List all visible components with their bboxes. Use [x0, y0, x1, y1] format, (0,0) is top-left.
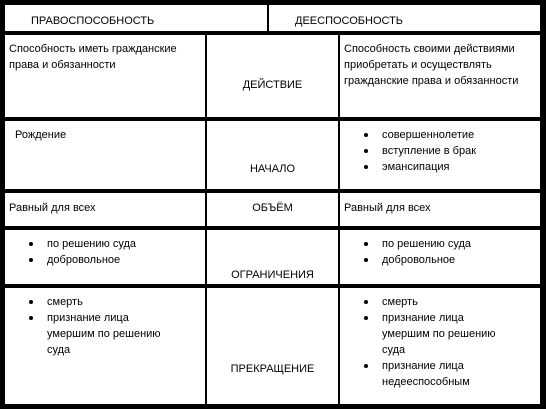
list-item: смерть: [364, 294, 514, 310]
header-deesposobnost: [269, 5, 540, 31]
row-end-left-list: [9, 294, 169, 358]
row-limits-label: ОГРАНИЧЕНИЯ: [231, 269, 314, 281]
list-item: смерть: [29, 294, 169, 310]
row-end-label: ПРЕКРАЩЕНИЕ: [230, 363, 315, 375]
row-action-left-text: Способность иметь гражданские права и обязанности: [9, 43, 177, 71]
row-scope-left: [5, 193, 205, 226]
row-scope-right: [340, 193, 540, 226]
row-limits-label-cell: [207, 230, 338, 284]
list-item: вступление в брак: [364, 143, 536, 159]
list-item: признание лица умершим по решению суда: [364, 310, 514, 358]
header-right-text: ДЕЕСПОСОБНОСТЬ: [295, 15, 404, 27]
row-start-right-list: [344, 127, 536, 175]
row-limits-left: [5, 230, 205, 284]
list-item: признание лица умершим по решению суда: [29, 310, 169, 358]
list-item: добровольное: [29, 252, 201, 268]
list-item: по решению суда: [364, 236, 536, 252]
row-start-label-cell: [207, 121, 338, 189]
list-item: признание лица недееспособным: [364, 358, 514, 390]
row-scope-label-cell: [207, 193, 338, 226]
list-item: эмансипация: [364, 159, 536, 175]
row-scope-left-text: Равный для всех: [9, 202, 96, 214]
list-item: совершеннолетие: [364, 127, 536, 143]
row-limits-left-list: [9, 236, 201, 268]
row-action-right-text: Способность своими действиями приобретать и осуществлять гражданские права и обязанности: [344, 43, 519, 87]
row-start-left-text: Рождение: [15, 129, 67, 141]
row-end-right: [340, 288, 540, 404]
row-limits-right: [340, 230, 540, 284]
list-item: по решению суда: [29, 236, 201, 252]
row-action-label: ДЕЙСТВИЕ: [242, 79, 303, 91]
row-start-label: НАЧАЛО: [249, 163, 296, 175]
row-start-right: [340, 121, 540, 189]
row-end-right-list: [344, 294, 514, 390]
row-action-right: [340, 35, 540, 117]
header-left-text: ПРАВОСПОСОБНОСТЬ: [31, 15, 155, 27]
header-pravosposobnost: [5, 5, 267, 31]
list-item: добровольное: [364, 252, 536, 268]
row-end-label-cell: [207, 288, 338, 404]
row-limits-right-list: [344, 236, 536, 268]
row-scope-label: ОБЪЁМ: [252, 202, 293, 214]
row-scope-right-text: Равный для всех: [344, 202, 431, 214]
row-action-left: [5, 35, 205, 117]
row-action-label-cell: [207, 35, 338, 117]
row-end-left: [5, 288, 205, 404]
row-start-left: [5, 121, 205, 189]
